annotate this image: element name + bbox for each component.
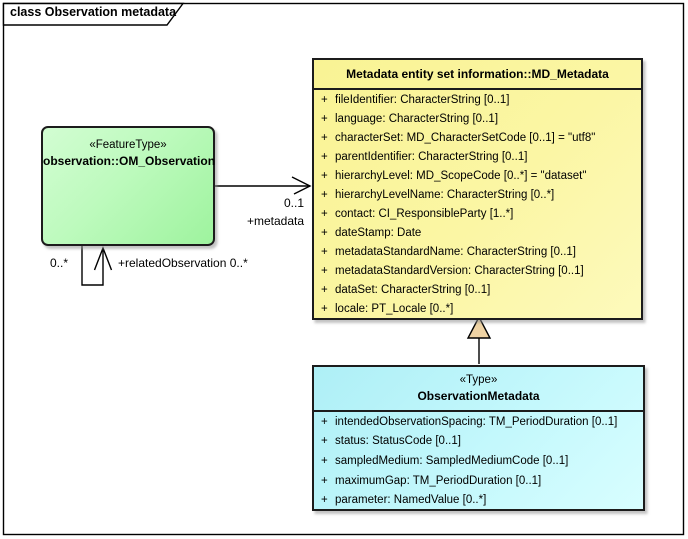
- attribute-row[interactable]: [314, 300, 641, 319]
- om-observation-name: observation::OM_Observation: [43, 154, 216, 168]
- attribute-visibility: +: [321, 245, 328, 258]
- md-metadata-attribute-list: [314, 90, 641, 319]
- attribute-visibility: +: [321, 454, 328, 467]
- attribute-text: status: StatusCode [0..1]: [335, 435, 461, 448]
- attribute-visibility: +: [321, 188, 328, 201]
- attribute-text: metadataStandardVersion: CharacterString [0..1]: [335, 264, 584, 277]
- attribute-row[interactable]: [314, 242, 641, 261]
- attribute-visibility: +: [321, 207, 328, 220]
- attribute-row[interactable]: [314, 185, 641, 204]
- attribute-row[interactable]: [314, 490, 643, 510]
- attribute-text: hierarchyLevelName: CharacterString [0..*]: [335, 188, 555, 201]
- attribute-row[interactable]: [314, 471, 643, 491]
- generalization-triangle-icon: [468, 317, 490, 338]
- attribute-visibility: +: [321, 474, 328, 487]
- observation-metadata-name: ObservationMetadata: [417, 389, 540, 403]
- attribute-visibility: +: [321, 93, 328, 106]
- attribute-row[interactable]: [314, 432, 643, 452]
- observation-metadata-header: [314, 367, 643, 412]
- class-observation-metadata[interactable]: [312, 365, 645, 511]
- attribute-visibility: +: [321, 169, 328, 182]
- attribute-visibility: +: [321, 264, 328, 277]
- attribute-visibility: +: [321, 150, 328, 163]
- attribute-visibility: +: [321, 112, 328, 125]
- attribute-visibility: +: [321, 283, 328, 296]
- attribute-text: characterSet: MD_CharacterSetCode [0..1] = "utf8": [335, 131, 596, 144]
- attribute-visibility: +: [321, 131, 328, 144]
- self-association-line[interactable]: [82, 246, 103, 285]
- attribute-visibility: +: [321, 415, 328, 428]
- related-observation-source-multiplicity: 0..*: [50, 256, 69, 270]
- attribute-text: hierarchyLevel: MD_ScopeCode [0..*] = "dataset": [335, 169, 587, 182]
- attribute-row[interactable]: [314, 280, 641, 299]
- attribute-visibility: +: [321, 494, 328, 507]
- related-observation-role-label: +relatedObservation 0..*: [118, 256, 248, 270]
- attribute-row[interactable]: [314, 223, 641, 242]
- observation-metadata-stereotype: «Type»: [459, 374, 498, 386]
- attribute-visibility: +: [321, 226, 328, 239]
- om-observation-stereotype: «FeatureType»: [89, 139, 167, 151]
- attribute-row[interactable]: [314, 412, 643, 432]
- attribute-text: sampledMedium: SampledMediumCode [0..1]: [335, 454, 569, 467]
- self-association-related-observation-edge[interactable]: [82, 246, 112, 285]
- attribute-text: contact: CI_ResponsibleParty [1..*]: [335, 207, 514, 220]
- observation-metadata-attribute-list: [314, 412, 643, 510]
- metadata-target-multiplicity: 0..1: [283, 196, 304, 210]
- attribute-text: metadataStandardName: CharacterString [0..1]: [335, 245, 576, 258]
- attribute-row[interactable]: [314, 451, 643, 471]
- attribute-text: dateStamp: Date: [335, 226, 422, 239]
- md-metadata-header: [314, 60, 641, 90]
- attribute-text: maximumGap: TM_PeriodDuration [0..1]: [335, 474, 542, 487]
- attribute-text: parameter: NamedValue [0..*]: [335, 494, 487, 507]
- attribute-visibility: +: [321, 303, 328, 316]
- attribute-text: language: CharacterString [0..1]: [335, 112, 499, 125]
- diagram-title: class Observation metadata: [10, 5, 177, 19]
- attribute-row[interactable]: [314, 147, 641, 166]
- class-om-observation[interactable]: [41, 126, 215, 246]
- attribute-text: fileIdentifier: CharacterString [0..1]: [335, 93, 510, 106]
- attribute-text: locale: PT_Locale [0..*]: [335, 303, 454, 316]
- attribute-visibility: +: [321, 435, 328, 448]
- attribute-row[interactable]: [314, 109, 641, 128]
- attribute-text: intendedObservationSpacing: TM_PeriodDuration [0..1]: [335, 415, 618, 428]
- attribute-row[interactable]: [314, 166, 641, 185]
- attribute-text: dataSet: CharacterString [0..1]: [335, 283, 491, 296]
- attribute-row[interactable]: [314, 261, 641, 280]
- attribute-row[interactable]: [314, 204, 641, 223]
- association-metadata-edge[interactable]: [215, 177, 310, 194]
- attribute-text: parentIdentifier: CharacterString [0..1]: [335, 150, 528, 163]
- class-md-metadata[interactable]: [312, 58, 643, 320]
- attribute-row[interactable]: [314, 128, 641, 147]
- attribute-row[interactable]: [314, 90, 641, 109]
- generalization-edge[interactable]: [468, 317, 490, 364]
- metadata-target-role: +metadata: [246, 214, 304, 228]
- md-metadata-name: Metadata entity set information::MD_Metadata: [346, 67, 609, 81]
